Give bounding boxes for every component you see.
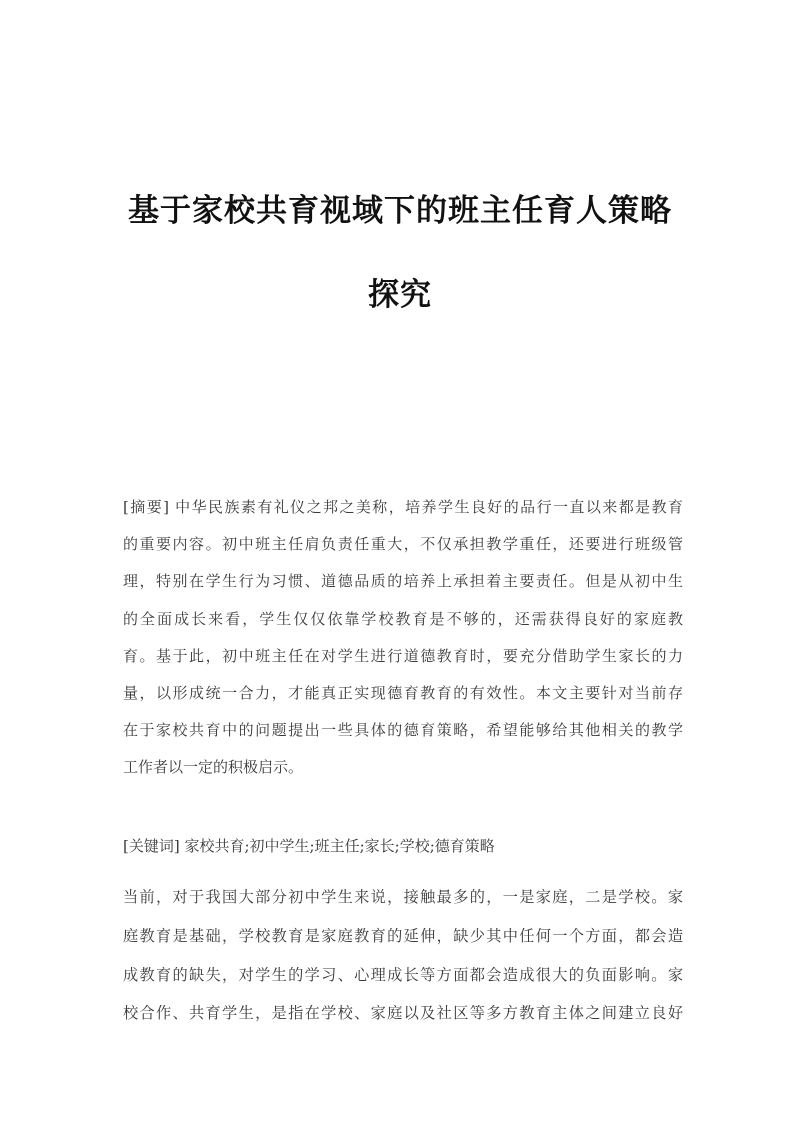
- document-title-line-2: 探究: [368, 277, 432, 313]
- abstract-line: 工作者以一定的积极启示。: [123, 758, 304, 777]
- body-line: 当前，对于我国大部分初中学生来说，接触最多的，一是家庭，二是学校。家: [123, 888, 683, 906]
- document-title-line-1: 基于家校共育视域下的班主任育人策略: [128, 193, 672, 229]
- abstract-line: 在于家校共育中的问题提出一些具体的德育策略，希望能够给其他相关的教学: [123, 721, 683, 740]
- body-paragraph: [123, 878, 683, 1033]
- abstract-line: [摘要] 中华民族素有礼仪之邦之美称，培养学生良好的品行一直以来都是教育: [123, 498, 683, 516]
- body-line: 成教育的缺失，对学生的学习、心理成长等方面都会造成很大的负面影响。家: [123, 965, 683, 984]
- body-line: 庭教育是基础，学校教育是家庭教育的延伸，缺少其中任何一个方面，都会造: [123, 926, 683, 945]
- body-line: 校合作、共育学生，是指在学校、家庭以及社区等多方教育主体之间建立良好: [123, 1004, 683, 1023]
- keywords-paragraph: [123, 828, 683, 865]
- abstract-line: 理，特别在学生行为习惯、道德品质的培养上承担着主要责任。但是从初中生: [123, 572, 683, 591]
- abstract-line: 育。基于此，初中班主任在对学生进行道德教育时，要充分借助学生家长的力: [123, 646, 683, 665]
- abstract-line: 的重要内容。初中班主任肩负责任重大，不仅承担教学重任，还要进行班级管: [123, 535, 683, 554]
- abstract-line: 的全面成长来看，学生仅仅依靠学校教育是不够的，还需获得良好的家庭教: [123, 609, 683, 628]
- abstract-paragraph: [123, 489, 683, 787]
- keywords-line: [关键词] 家校共育;初中学生;班主任;家长;学校;德育策略: [123, 837, 495, 855]
- abstract-line: 量，以形成统一合力，才能真正实现德育教育的有效性。本文主要针对当前存: [123, 683, 683, 702]
